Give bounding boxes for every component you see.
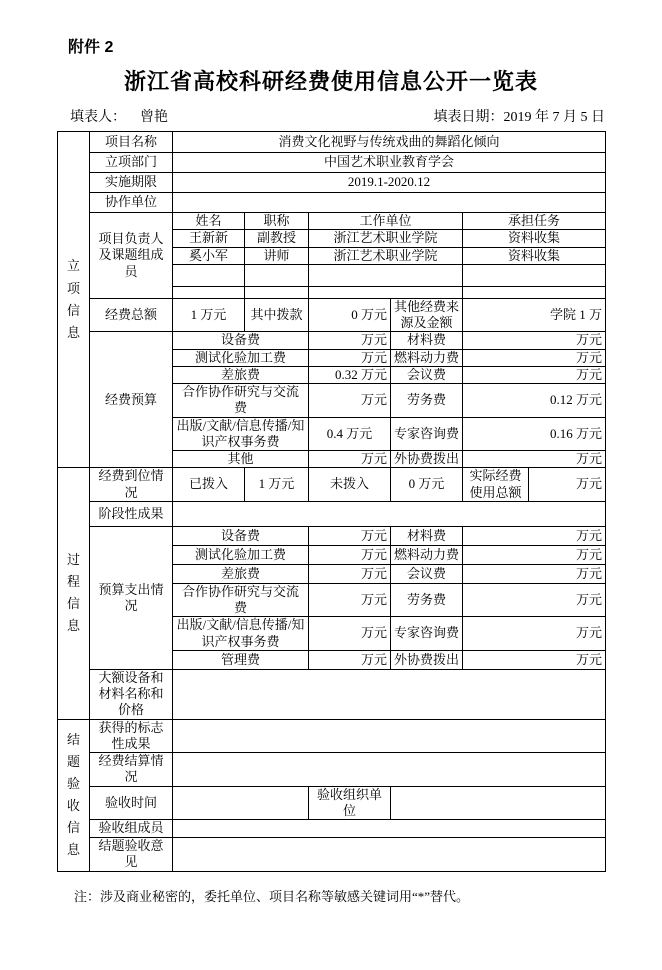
budget-item: 会议费	[391, 366, 463, 383]
expenditure-item: 材料费	[391, 526, 463, 545]
equipment-row	[58, 669, 606, 719]
arrival-actual-label: 实际经费使用总额	[463, 468, 529, 502]
expenditure-row	[58, 526, 606, 545]
settlement-row	[58, 753, 606, 787]
section-label-lixiang: 立项信息	[58, 132, 90, 468]
budget-value: 0.12 万元	[463, 384, 606, 418]
expenditure-item: 劳务费	[391, 583, 463, 617]
budget-item: 合作协作研究与交流费	[173, 384, 309, 418]
expenditure-value: 万元	[463, 564, 606, 583]
member-title: 讲师	[245, 247, 309, 264]
budget-item: 出版/文献/信息传播/知识产权事务费	[173, 417, 309, 451]
project-partner-value	[173, 193, 606, 213]
member-task	[463, 264, 606, 286]
arrival-out-label: 未拨入	[309, 468, 391, 502]
expenditure-item: 测试化验加工费	[173, 545, 309, 564]
member-task: 资料收集	[463, 230, 606, 247]
field-label: 结题验收意见	[90, 838, 173, 872]
equipment-value	[173, 669, 606, 719]
stage-row	[58, 501, 606, 526]
member-name: 奚小军	[173, 247, 245, 264]
expenditure-value: 万元	[309, 617, 391, 651]
table-row	[58, 193, 606, 213]
team-header-row	[58, 213, 606, 230]
budget-value: 万元	[309, 384, 391, 418]
field-label: 项目名称	[90, 132, 173, 153]
project-period-value: 2019.1-2020.12	[173, 173, 606, 193]
field-label: 立项部门	[90, 153, 173, 173]
budget-value: 0.4 万元	[309, 417, 391, 451]
expenditure-item: 出版/文献/信息传播/知识产权事务费	[173, 617, 309, 651]
expenditure-value: 万元	[463, 545, 606, 564]
expenditure-item: 燃料动力费	[391, 545, 463, 564]
alloc-label: 其中拨款	[245, 298, 309, 332]
section-label-jieti: 结题验收信息	[58, 719, 90, 871]
other-fund-label: 其他经费来源及金额	[391, 298, 463, 332]
expenditure-value: 万元	[463, 526, 606, 545]
footnote: 注：涉及商业秘密的，委托单位、项目名称等敏感关键词用“*”替代。	[74, 888, 470, 904]
date-field	[434, 106, 606, 126]
project-name-value: 消费文化视野与传统戏曲的舞蹈化倾向	[173, 132, 606, 153]
budget-item: 专家咨询费	[391, 417, 463, 451]
field-label: 经费结算情况	[90, 753, 173, 787]
budget-item: 其他	[173, 451, 309, 468]
expenditure-value: 万元	[463, 617, 606, 651]
other-fund-value: 学院 1 万	[463, 298, 606, 332]
member-org	[309, 286, 463, 298]
member-name	[173, 264, 245, 286]
filler-name: 曾艳	[140, 110, 168, 125]
expenditure-value: 万元	[309, 650, 391, 669]
field-label: 获得的标志性成果	[90, 719, 173, 753]
total-fund-value: 1 万元	[173, 298, 245, 332]
member-name: 王新新	[173, 230, 245, 247]
expenditure-label: 预算支出情况	[90, 526, 173, 669]
field-label: 阶段性成果	[90, 501, 173, 526]
member-task	[463, 286, 606, 298]
total-fund-row	[58, 298, 606, 332]
budget-value: 万元	[463, 349, 606, 366]
budget-value: 万元	[309, 332, 391, 349]
expenditure-item: 外协费拨出	[391, 650, 463, 669]
member-org: 浙江艺术职业学院	[309, 230, 463, 247]
landmark-value	[173, 719, 606, 753]
budget-value: 万元	[309, 349, 391, 366]
expenditure-value: 万元	[309, 526, 391, 545]
filler-label: 填表人：	[70, 110, 126, 125]
project-dept-value: 中国艺术职业教育学会	[173, 153, 606, 173]
acceptance-time-value	[173, 786, 309, 820]
budget-item: 劳务费	[391, 384, 463, 418]
member-org	[309, 264, 463, 286]
field-label: 验收时间	[90, 786, 173, 820]
acceptance-opinion-value	[173, 838, 606, 872]
budget-value: 0.32 万元	[309, 366, 391, 383]
filler-field	[70, 106, 168, 126]
member-title	[245, 286, 309, 298]
form-meta-row	[70, 106, 605, 126]
budget-label: 经费预算	[90, 332, 173, 468]
expenditure-value: 万元	[309, 583, 391, 617]
member-name	[173, 286, 245, 298]
team-header-name: 姓名	[173, 213, 245, 230]
budget-item: 测试化验加工费	[173, 349, 309, 366]
form-table	[57, 131, 606, 872]
budget-item: 材料费	[391, 332, 463, 349]
expenditure-item: 合作协作研究与交流费	[173, 583, 309, 617]
arrival-row	[58, 468, 606, 502]
expenditure-item: 专家咨询费	[391, 617, 463, 651]
budget-value: 万元	[463, 366, 606, 383]
expenditure-value: 万元	[309, 564, 391, 583]
acceptance-org-label: 验收组织单位	[309, 786, 391, 820]
budget-item: 外协费拨出	[391, 451, 463, 468]
settlement-value	[173, 753, 606, 787]
table-row	[58, 132, 606, 153]
expenditure-value: 万元	[309, 545, 391, 564]
budget-item: 设备费	[173, 332, 309, 349]
acceptance-members-row	[58, 820, 606, 838]
page-title: 浙江省高校科研经费使用信息公开一览表	[123, 69, 538, 94]
acceptance-opinion-row	[58, 838, 606, 872]
arrival-in-value: 1 万元	[245, 468, 309, 502]
section-label-guocheng: 过程信息	[58, 468, 90, 719]
arrival-out-value: 0 万元	[391, 468, 463, 502]
team-header-title: 职称	[245, 213, 309, 230]
team-header-org: 工作单位	[309, 213, 463, 230]
expenditure-value: 万元	[463, 583, 606, 617]
date-value: 2019 年 7 月 5 日	[503, 110, 605, 125]
expenditure-item: 会议费	[391, 564, 463, 583]
field-label: 大额设备和材料名称和价格	[90, 669, 173, 719]
member-title: 副教授	[245, 230, 309, 247]
stage-value	[173, 501, 606, 526]
expenditure-item: 管理费	[173, 650, 309, 669]
field-label: 验收组成员	[90, 820, 173, 838]
team-label: 项目负责人及课题组成员	[90, 213, 173, 299]
budget-value: 0.16 万元	[463, 417, 606, 451]
expenditure-item: 设备费	[173, 526, 309, 545]
expenditure-value: 万元	[463, 650, 606, 669]
field-label: 实施期限	[90, 173, 173, 193]
member-title	[245, 264, 309, 286]
budget-item: 燃料动力费	[391, 349, 463, 366]
budget-value: 万元	[309, 451, 391, 468]
landmark-row	[58, 719, 606, 753]
arrival-actual-value: 万元	[529, 468, 606, 502]
expenditure-item: 差旅费	[173, 564, 309, 583]
member-task: 资料收集	[463, 247, 606, 264]
date-label: 填表日期：	[433, 110, 504, 125]
budget-item: 差旅费	[173, 366, 309, 383]
member-org: 浙江艺术职业学院	[309, 247, 463, 264]
field-label: 经费总额	[90, 298, 173, 332]
table-row	[58, 173, 606, 193]
team-header-task: 承担任务	[463, 213, 606, 230]
attachment-label: 附件 2	[68, 39, 114, 56]
budget-value: 万元	[463, 332, 606, 349]
budget-row	[58, 332, 606, 349]
budget-value: 万元	[463, 451, 606, 468]
acceptance-time-row	[58, 786, 606, 820]
arrival-in-label: 已拨入	[173, 468, 245, 502]
field-label: 经费到位情况	[90, 468, 173, 502]
acceptance-members-value	[173, 820, 606, 838]
field-label: 协作单位	[90, 193, 173, 213]
alloc-value: 0 万元	[309, 298, 391, 332]
table-row	[58, 153, 606, 173]
acceptance-org-value	[391, 786, 606, 820]
